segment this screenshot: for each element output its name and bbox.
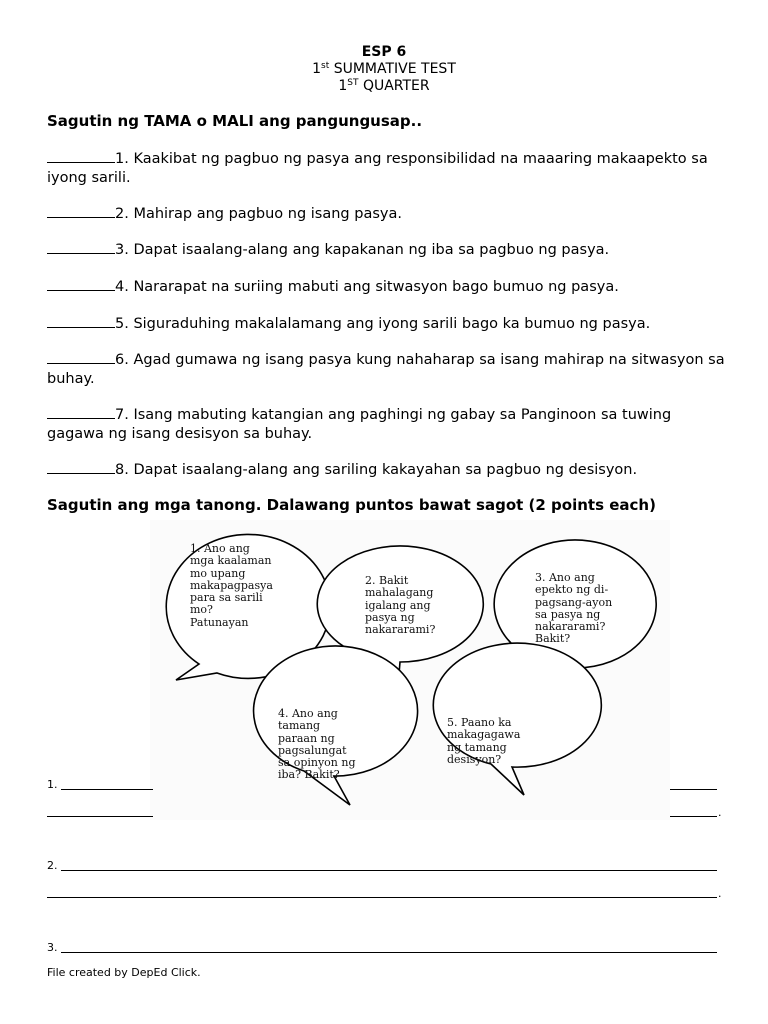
tf-item-7: 7. Isang mabuting katangian ang paghingi ng gabay sa Panginoon sa tuwing gagawa ng isang desisyon sa buhay. <box>47 407 672 442</box>
answer-label-1: 1. <box>47 778 58 791</box>
footer-credit: File created by DepEd Click. <box>47 966 201 979</box>
period: . <box>718 887 722 900</box>
answer-line-1b[interactable] <box>670 789 717 790</box>
answer-blank[interactable] <box>47 204 115 218</box>
answer-blank[interactable] <box>47 314 115 328</box>
question-2-text: 2. Bakit mahalagang igalang ang pasya ng nakararami? <box>365 574 436 637</box>
test-title: 1st SUMMATIVE TEST <box>312 61 456 77</box>
answer-blank[interactable] <box>47 350 115 364</box>
question-3-text: 3. Ano ang epekto ng di- pagsang-ayon sa pasya ng nakararami? Bakit? <box>535 571 613 646</box>
answer-label-3: 3. <box>47 941 58 954</box>
part2-instruction: Sagutin ang mga tanong. Dalawang puntos bawat sagot (2 points each) <box>47 496 656 514</box>
answer-blank[interactable] <box>47 149 115 163</box>
answer-blank[interactable] <box>47 405 115 419</box>
tf-item-8: 8. Dapat isaalang-alang ang sariling kakayahan sa pagbuo ng desisyon. <box>47 460 727 480</box>
tf-item-2: 2. Mahirap ang pagbuo ng isang pasya. <box>47 204 727 224</box>
speech-bubbles-image <box>150 520 670 820</box>
answer-blank[interactable] <box>47 460 115 474</box>
tf-item-6: 6. Agad gumawa ng isang pasya kung nahaharap sa isang mahirap na sitwasyon sa buhay. <box>47 352 725 387</box>
tf-item-4: 4. Nararapat na suriing mabuti ang sitwasyon bago bumuo ng pasya. <box>47 277 727 297</box>
question-1-text: 1. Ano ang mga kaalaman mo upang makapagpasya para sa sarili mo? Patunayan <box>190 542 273 629</box>
period: . <box>718 806 722 819</box>
answer-line-2b[interactable] <box>47 897 717 898</box>
question-4-text: 4. Ano ang tamang paraan ng pagsalungat sa opinyon ng iba? Bakit? <box>278 707 356 782</box>
answer-blank[interactable] <box>47 240 115 254</box>
tf-item-1: 1. Kaakibat ng pagbuo ng pasya ang responsibilidad na maaaring makaapekto sa iyong sarili. <box>47 151 708 186</box>
quarter-title: 1ST QUARTER <box>338 78 430 94</box>
answer-line-1c[interactable] <box>47 816 153 817</box>
answer-blank[interactable] <box>47 277 115 291</box>
answer-line-1d[interactable] <box>670 816 717 817</box>
question-5-text: 5. Paano ka makagagawa ng tamang desisyon? <box>447 716 521 766</box>
part1-instruction: Sagutin ng TAMA o MALI ang pangungusap.. <box>47 112 423 130</box>
answer-line-1a[interactable] <box>61 789 153 790</box>
tf-item-5: 5. Siguraduhing makalalamang ang iyong sarili bago ka bumuo ng pasya. <box>47 314 727 334</box>
answer-line-3a[interactable] <box>61 952 717 953</box>
tf-item-3: 3. Dapat isaalang-alang ang kapakanan ng iba sa pagbuo ng pasya. <box>47 240 727 260</box>
answer-label-2: 2. <box>47 859 58 872</box>
answer-line-2a[interactable] <box>61 870 717 871</box>
subject-title: ESP 6 <box>361 44 407 60</box>
